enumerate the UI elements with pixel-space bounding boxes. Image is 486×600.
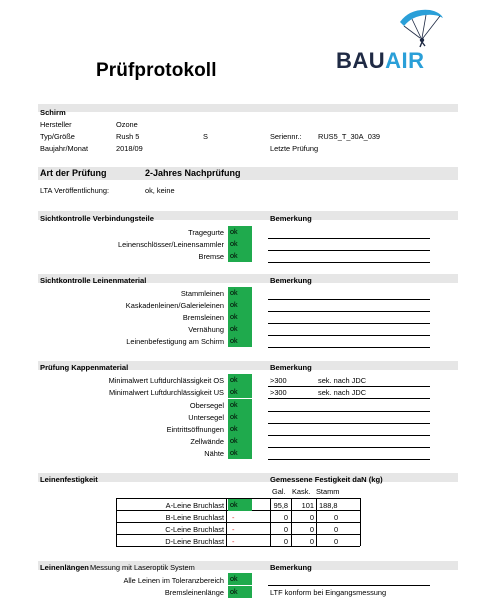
remark-line	[268, 435, 430, 436]
leinenmaterial-item-label: Stammleinen	[180, 289, 224, 298]
remark-line	[268, 299, 430, 300]
status-ok-badge: ok	[228, 311, 252, 323]
kappe-item-label: Minimalwert Luftdurchlässigkeit US	[108, 388, 224, 397]
art-value: 2-Jahres Nachprüfung	[145, 168, 241, 178]
verbindung-title: Sichtkontrolle Verbindungsteile	[40, 214, 154, 223]
festigkeit-row-label: C-Leine Bruchlast	[165, 525, 224, 534]
festigkeit-col-gal: Gal.	[272, 487, 286, 496]
status-ok-badge: ok	[228, 287, 252, 299]
schirm-value-typ: Rush 5	[116, 132, 140, 141]
kappe-remark-header: Bemerkung	[270, 363, 312, 372]
status-ok-badge: ok	[228, 299, 252, 311]
status-ok-badge: ok	[228, 447, 252, 459]
festigkeit-gal-value: 0	[283, 537, 288, 546]
remark-line	[268, 423, 430, 424]
kappe-remark-unit: sek. nach JDC	[318, 376, 367, 385]
schirm-label-hersteller: Hersteller	[40, 120, 72, 129]
status-ok-badge: ok	[228, 399, 252, 411]
festigkeit-kask-value: 0	[309, 525, 314, 534]
schirm-value-hersteller: Ozone	[116, 120, 138, 129]
leinenlaengen-item-label: Bremsleinenlänge	[164, 588, 224, 597]
kappe-item-label: Untersegel	[188, 413, 224, 422]
festigkeit-kask-value: 0	[309, 513, 314, 522]
leinenmaterial-item-label: Leinenbefestigung am Schirm	[126, 337, 224, 346]
lta-label: LTA Veröffentlichung:	[40, 186, 110, 195]
leinenlaengen-title: Leinenlängen	[40, 563, 89, 572]
status-ok-badge: ok	[228, 323, 252, 335]
festigkeit-gal-value: 95,8	[273, 501, 288, 510]
kappe-remark-value: >300	[270, 388, 287, 397]
remark-line	[268, 335, 430, 336]
status-ok-badge: ok	[228, 335, 252, 347]
festigkeit-col-stamm: Stamm	[316, 487, 340, 496]
remark-line	[268, 347, 430, 348]
festigkeit-row-label: A-Leine Bruchlast	[165, 501, 224, 510]
leinenlaengen-remark-header: Bemerkung	[270, 563, 312, 572]
schirm-label-typ: Typ/Größe	[40, 132, 75, 141]
remark-line	[268, 311, 430, 312]
festigkeit-stamm-value: 0	[334, 537, 339, 546]
leinenmaterial-item-label: Bremsleinen	[182, 313, 224, 322]
schirm-label-letzte-pruefung: Letzte Prüfung	[270, 144, 319, 153]
status-ok-badge: ok	[228, 374, 252, 386]
leinenmaterial-item-label: Vernähung	[188, 325, 224, 334]
kappe-remark-unit: sek. nach JDC	[318, 388, 367, 397]
kappe-item-label: Zellwände	[190, 437, 224, 446]
schirm-value-seriennr: RUS5_T_30A_039	[318, 132, 381, 141]
section-title-schirm: Schirm	[40, 108, 66, 117]
leinenmaterial-title: Sichtkontrolle Leinenmaterial	[40, 276, 147, 285]
kappe-item-label: Obersegel	[189, 401, 224, 410]
festigkeit-gal-value: 0	[283, 513, 288, 522]
festigkeit-col-kask: Kask.	[292, 487, 311, 496]
remark-line	[268, 411, 430, 412]
verbindung-item-label: Tragegurte	[188, 228, 224, 237]
status-ok-badge: ok	[228, 586, 252, 598]
schirm-value-size: S	[203, 132, 208, 141]
remark-line	[268, 447, 430, 448]
festigkeit-header: Gemessene Festigkeit daN (kg)	[270, 475, 383, 484]
status-ok-badge: ok	[228, 435, 252, 447]
status-ok-badge: ok	[228, 238, 252, 250]
logo-wordmark: BAUAIR	[336, 48, 425, 73]
leinenlaengen-item-label: Alle Leinen im Toleranzbereich	[123, 576, 224, 585]
lta-value: ok, keine	[145, 186, 175, 195]
schirm-value-baujahr: 2018/09	[116, 144, 143, 153]
remark-line	[268, 262, 430, 263]
kappe-item-label: Eintrittsöffnungen	[166, 425, 224, 434]
festigkeit-row-label: B-Leine Bruchlast	[165, 513, 224, 522]
verbindung-item-label: Leinenschlösser/Leinensammler	[118, 240, 224, 249]
festigkeit-kask-value: 101	[301, 501, 314, 510]
festigkeit-row-label: D-Leine Bruchlast	[165, 537, 224, 546]
leinenlaengen-subtitle: Messung mit Laseroptik System	[90, 563, 195, 572]
status-dash: -	[232, 525, 235, 534]
section-bar-festigkeit	[38, 473, 458, 482]
festigkeit-title: Leinenfestigkeit	[40, 475, 98, 484]
paraglider-icon	[396, 6, 446, 48]
status-ok-badge: ok	[228, 573, 252, 585]
festigkeit-stamm-value: 188,8	[319, 501, 338, 510]
kappe-item-label: Minimalwert Luftdurchlässigkeit OS	[108, 376, 224, 385]
status-ok-badge: ok	[228, 250, 252, 262]
status-ok-badge: ok	[228, 226, 252, 238]
remark-line	[268, 238, 430, 239]
status-ok-badge: ok	[228, 423, 252, 435]
verbindung-item-label: Bremse	[198, 252, 224, 261]
leinenmaterial-item-label: Kaskadenleinen/Galerieleinen	[125, 301, 224, 310]
remark-line	[268, 386, 430, 387]
festigkeit-gal-value: 0	[283, 525, 288, 534]
leinenmaterial-remark-header: Bemerkung	[270, 276, 312, 285]
status-dash: -	[232, 513, 235, 522]
remark-line	[268, 250, 430, 251]
page-title: Prüfprotokoll	[96, 60, 217, 81]
status-dash: -	[232, 537, 235, 546]
status-ok-badge: ok	[228, 386, 252, 398]
kappe-title: Prüfung Kappenmaterial	[40, 363, 129, 372]
remark-line	[268, 398, 430, 399]
remark-line	[268, 459, 430, 460]
festigkeit-stamm-value: 0	[334, 513, 339, 522]
festigkeit-stamm-value: 0	[334, 525, 339, 534]
leinenlaengen-remark: LTF konform bei Eingangsmessung	[270, 588, 387, 597]
status-ok-badge: ok	[228, 411, 252, 423]
section-bar-schirm	[38, 104, 458, 112]
schirm-label-seriennr: Seriennr.:	[270, 132, 302, 141]
kappe-remark-value: >300	[270, 376, 287, 385]
verbindung-remark-header: Bemerkung	[270, 214, 312, 223]
status-ok-badge: ok	[228, 499, 252, 511]
bauair-logo	[336, 6, 458, 76]
kappe-item-label: Nähte	[204, 449, 224, 458]
schirm-label-baujahr: Baujahr/Monat	[40, 144, 89, 153]
festigkeit-kask-value: 0	[309, 537, 314, 546]
art-label: Art der Prüfung	[40, 168, 107, 178]
remark-line	[268, 585, 430, 586]
remark-line	[268, 323, 430, 324]
